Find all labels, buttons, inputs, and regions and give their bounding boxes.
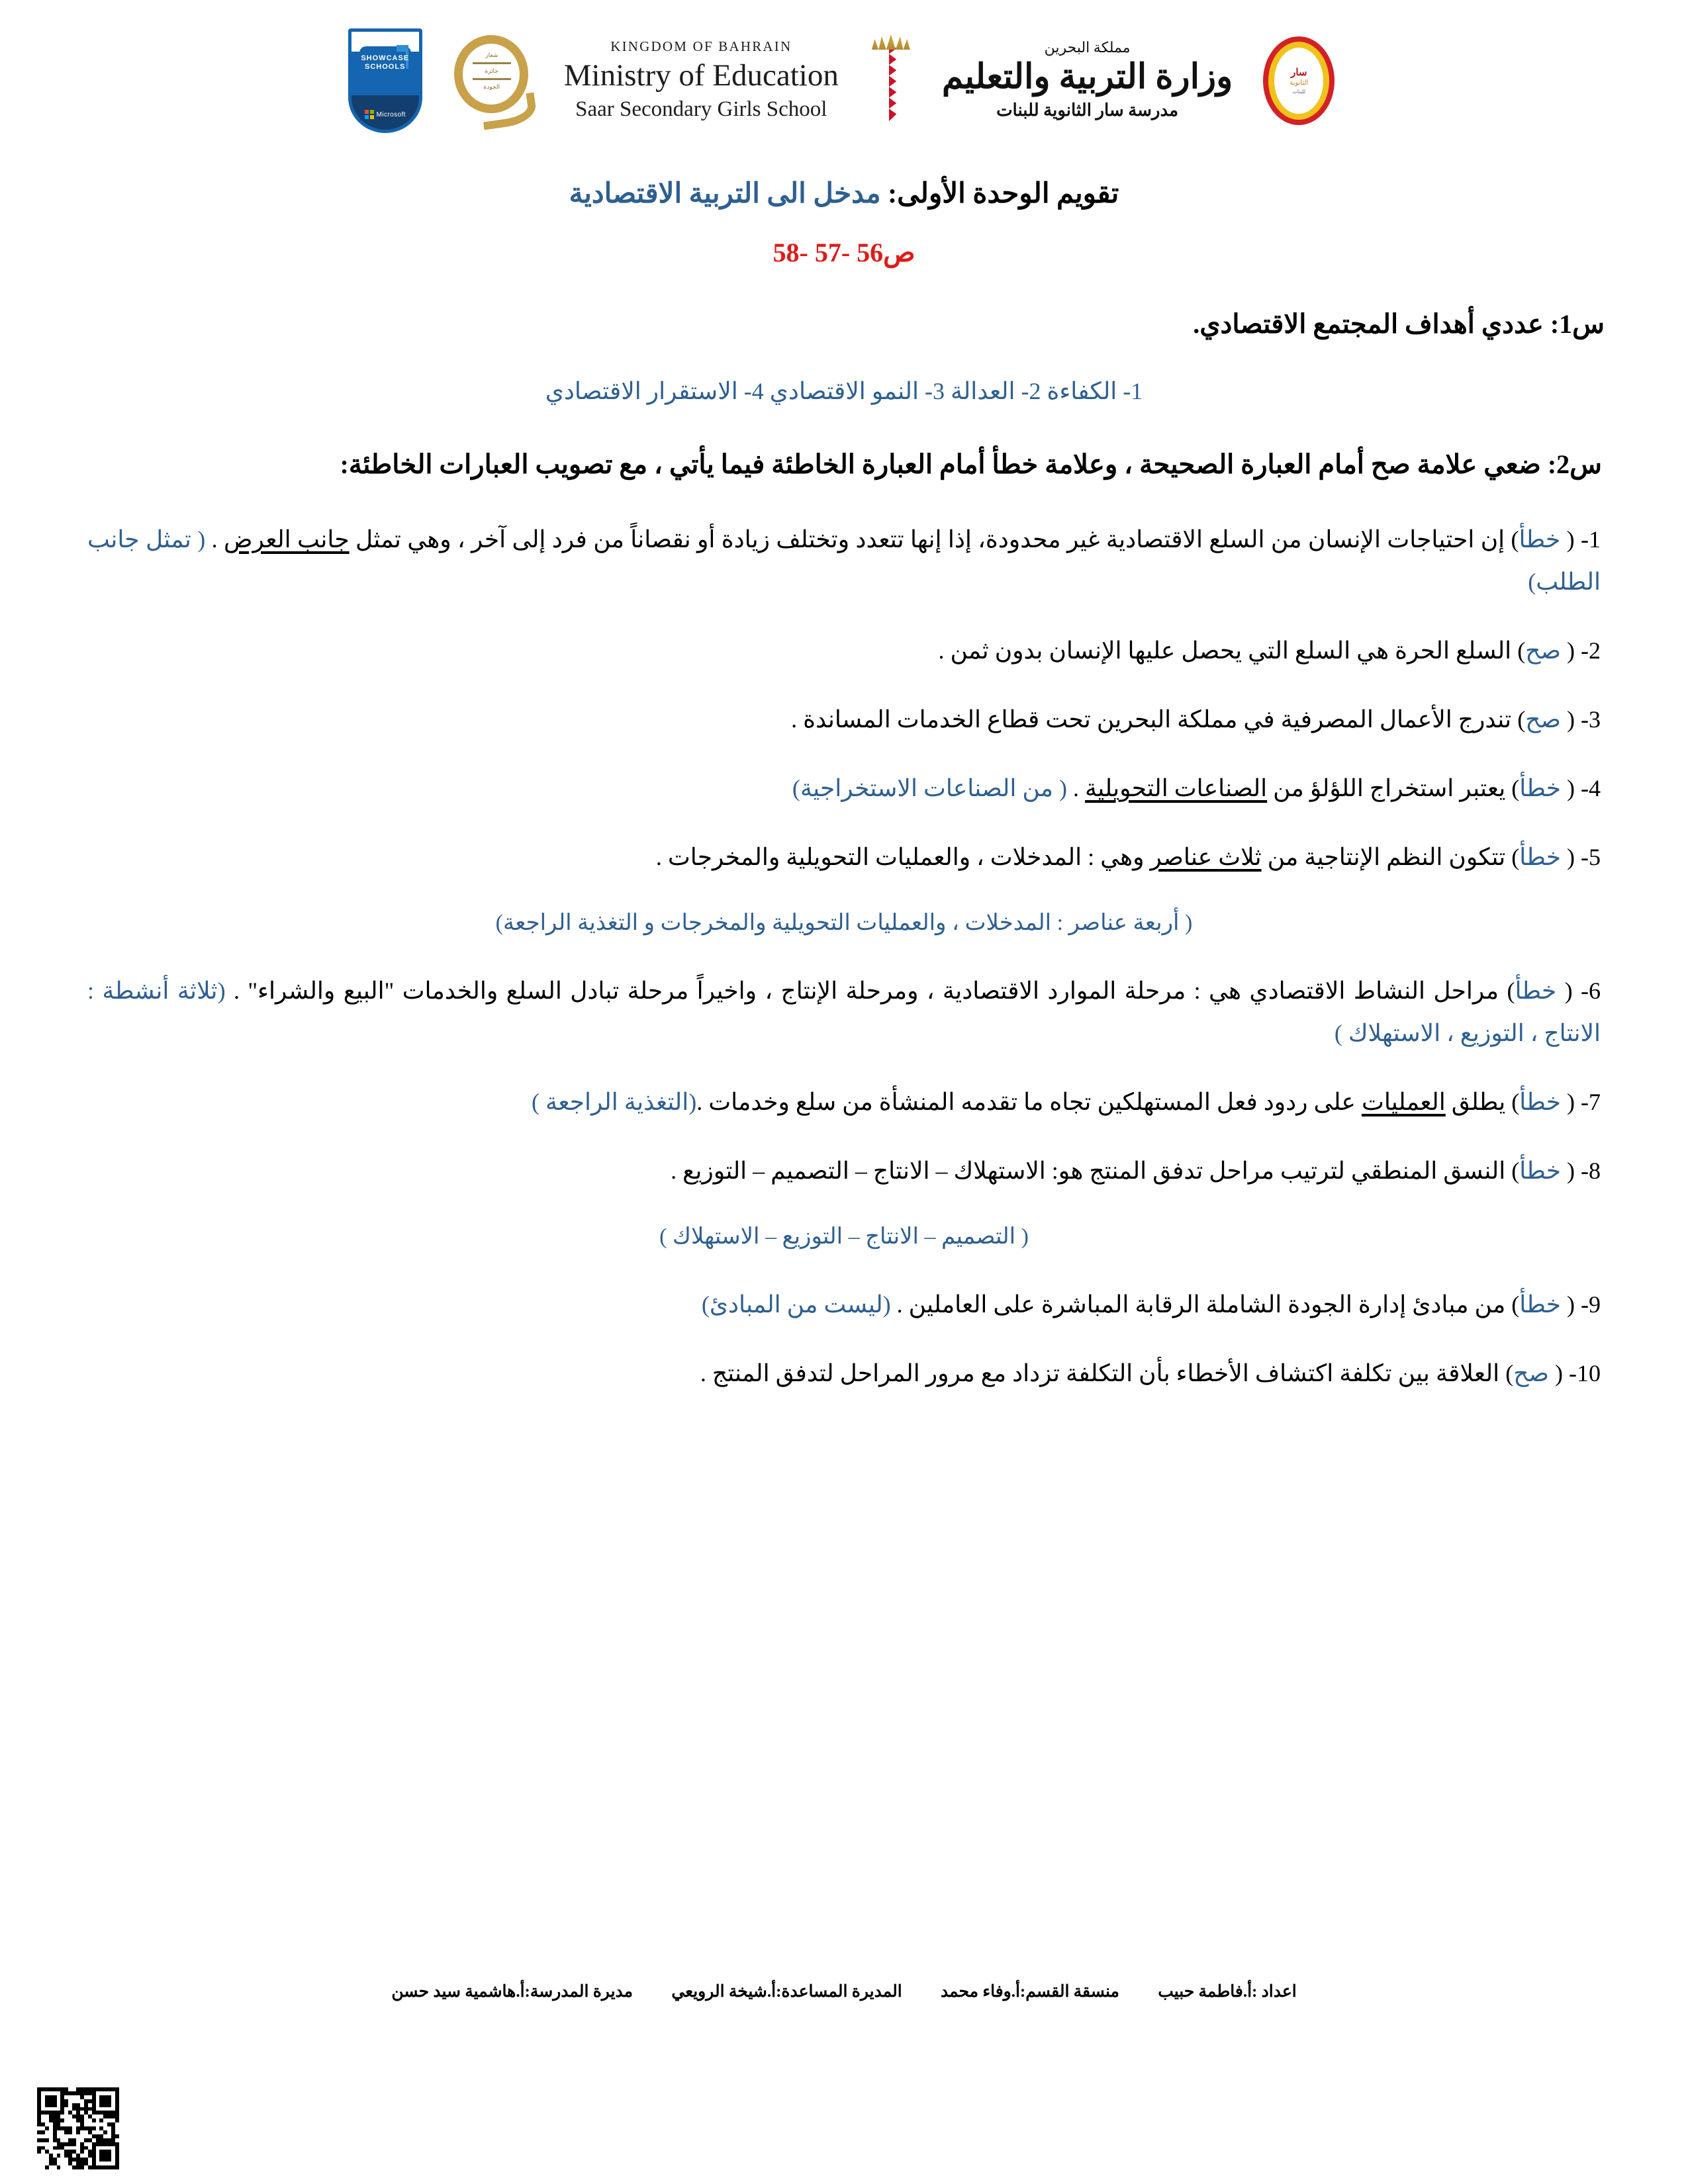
answer-bracket-open: ( <box>1561 1089 1575 1115</box>
ministry-arabic-block <box>939 39 1235 122</box>
item-number: 10- <box>1563 1360 1601 1387</box>
correction-text: ( تمثل جانب الطلب) <box>87 526 1601 595</box>
kingdom-of-bahrain-label: KINGDOM OF BAHRAIN <box>610 38 792 54</box>
statement-item <box>79 1352 1609 1394</box>
statement-text-tail: . <box>1067 775 1085 801</box>
statement-text-tail: . <box>205 526 224 553</box>
kingdom-of-bahrain-ar-label: مملكة البحرين <box>1044 39 1131 56</box>
answer-bracket-open: ( <box>1561 706 1575 733</box>
question-2-items <box>79 518 1609 1394</box>
item-number: 5- <box>1575 844 1601 870</box>
correction-text: (التغذية الراجعة ) <box>532 1089 697 1115</box>
answer-bracket-close: ) <box>1505 1158 1520 1184</box>
prepared-by-label: اعداد :أ.فاطمة حبيب <box>1158 1983 1297 2001</box>
statement-item <box>79 629 1609 672</box>
statement-text: يعتبر استخراج اللؤلؤ من <box>1267 775 1506 801</box>
correction-text: ( من الصناعات الاستخراجية) <box>792 775 1067 801</box>
question-1-answer: 1- الكفاءة 2- العدالة 3- النمو الاقتصادي 4- الاستقرار الاقتصادي <box>545 378 1143 404</box>
statement-text: النسق المنطقي لترتيب مراحل تدفق المنتج هو: الاستهلاك – الانتاج – التصميم – التوزيع . <box>671 1158 1506 1184</box>
correction-note: ( أربعة عناصر : المدخلات ، والعمليات التحويلية والمخرجات و التغذية الراجعة) <box>495 911 1193 935</box>
underlined-error-phrase: العمليات <box>1361 1089 1446 1115</box>
underlined-error-phrase: جانب العرض <box>223 526 350 553</box>
quality-award-mid: جائزة <box>485 68 498 74</box>
qr-code-matrix <box>37 2087 119 2169</box>
answer-bracket-open: ( <box>1561 637 1575 664</box>
underlined-error-phrase: ثلاث عناصر <box>1150 844 1262 870</box>
bahrain-flag-icon <box>865 31 917 130</box>
item-number: 9- <box>1575 1291 1601 1318</box>
crown-icon <box>872 32 910 50</box>
footer-signatures <box>79 1980 1609 2004</box>
question-1-heading: س1: عددي أهداف المجتمع الاقتصادي. <box>1193 309 1605 339</box>
answer-bracket-open: ( <box>1549 1360 1563 1387</box>
statement-item <box>79 1081 1609 1123</box>
coordinator-label: منسقة القسم:أ.وفاء محمد <box>940 1983 1119 2001</box>
answer-bracket-open: ( <box>1561 1158 1575 1184</box>
answer-bracket-close: ) <box>1505 775 1520 801</box>
answer-mark: صح <box>1513 1360 1549 1387</box>
showcase-line2: SCHOOLS <box>365 63 406 71</box>
statement-text: يطلق <box>1445 1089 1506 1115</box>
question-2-heading: س2: ضعي علامة صح أمام العبارة الصحيحة ، وعلامة خطأ أمام العبارة الخاطئة فيما يأتي ، مع تصويب العبارات الخاطئة: <box>340 449 1602 479</box>
answer-mark: خطأ <box>1515 978 1557 1004</box>
answer-bracket-open: ( <box>1556 978 1573 1004</box>
answer-bracket-close: ) <box>1511 637 1526 664</box>
item-number: 6- <box>1572 978 1601 1004</box>
answer-mark: خطأ <box>1519 844 1561 870</box>
answer-mark: خطأ <box>1519 526 1561 553</box>
answer-bracket-close: ) <box>1505 1291 1520 1318</box>
seal-line2: الثانوية <box>1289 79 1309 87</box>
answer-bracket-close: ) <box>1499 1360 1514 1387</box>
school-name-en-label: Saar Secondary Girls School <box>575 97 827 121</box>
ministry-english-block <box>560 38 843 124</box>
quality-award-top: شعار <box>485 52 498 58</box>
seal-inner-text <box>1274 48 1323 114</box>
quality-award-text <box>467 51 516 91</box>
answer-bracket-close: ) <box>1511 706 1526 733</box>
statement-item <box>79 970 1609 1054</box>
q-tail-shape <box>480 93 538 130</box>
answer-bracket-open: ( <box>1561 1291 1575 1318</box>
statement-item <box>79 836 1609 878</box>
statement-text: من مبادئ إدارة الجودة الشاملة الرقابة المباشرة على العاملين . <box>890 1291 1506 1318</box>
flag-white-band <box>868 43 889 121</box>
quality-award-logo <box>445 31 538 130</box>
answer-mark: خطأ <box>1519 1291 1561 1318</box>
answer-bracket-open: ( <box>1561 775 1575 801</box>
statement-item <box>79 1283 1609 1326</box>
statement-item <box>79 1150 1609 1192</box>
divider <box>473 62 511 64</box>
statement-item <box>79 698 1609 741</box>
answer-bracket-close: ) <box>1499 978 1515 1004</box>
answer-bracket-close: ) <box>1505 526 1519 553</box>
answer-bracket-open: ( <box>1561 844 1575 870</box>
answer-mark: صح <box>1525 706 1561 733</box>
answer-bracket-close: ) <box>1505 1089 1520 1115</box>
answer-mark: خطأ <box>1519 1089 1561 1115</box>
statement-text: تندرج الأعمال المصرفية في مملكة البحرين تحت قطاع الخدمات المساندة . <box>791 706 1512 733</box>
statement-item <box>79 518 1609 603</box>
item-number: 1- <box>1574 526 1601 553</box>
answer-bracket-close: ) <box>1505 844 1520 870</box>
seal-line1: سار <box>1291 67 1307 78</box>
saar-school-seal-logo <box>1258 31 1340 130</box>
principal-label: مديرة المدرسة:أ.هاشمية سيد حسن <box>391 1983 633 2001</box>
showcase-schools-text <box>352 54 419 71</box>
item-number: 2- <box>1575 637 1601 664</box>
statement-text: إن احتياجات الإنسان من السلع الاقتصادية غير محدودة، إذا إنها تتعدد وتختلف زيادة أو نقصاناً من فرد إلى آخر ، وهي تمثل <box>349 526 1505 553</box>
microsoft-wordmark: Microsoft <box>376 111 406 118</box>
page-title <box>79 176 1609 212</box>
statement-item <box>79 767 1609 809</box>
shield-icon <box>348 28 422 133</box>
microsoft-logo <box>352 110 419 119</box>
title-prefix: تقويم الوحدة الأولى: <box>888 179 1119 209</box>
statement-text: العلاقة بين تكلفة اكتشاف الأخطاء بأن التكلفة تزداد مع مرور المراحل لتدفق المنتج . <box>700 1360 1500 1387</box>
showcase-schools-logo <box>348 28 422 133</box>
title-subject: مدخل الى التربية الاقتصادية <box>569 179 888 209</box>
statement-text-tail: وهي : المدخلات ، والعمليات التحويلية والمخرجات . <box>655 844 1150 870</box>
statement-text-tail: على ردود فعل المستهلكين تجاه ما تقدمه المنشأة من سلع وخدمات . <box>696 1089 1362 1115</box>
item-number: 3- <box>1575 706 1601 733</box>
item-number: 4- <box>1575 775 1601 801</box>
page-reference: ص56 -57 -58 <box>773 238 915 267</box>
item-number: 8- <box>1575 1158 1601 1184</box>
statement-text: تتكون النظم الإنتاجية من <box>1261 844 1506 870</box>
underlined-error-phrase: الصناعات التحويلية <box>1085 775 1268 801</box>
statement-text: السلع الحرة هي السلع التي يحصل عليها الإنسان بدون ثمن . <box>938 637 1512 664</box>
quality-award-bottom: الجودة <box>483 83 500 90</box>
statement-text: مراحل النشاط الاقتصادي هي : مرحلة الموارد الاقتصادية ، ومرحلة الإنتاج ، واخيراً مرحلة تبادل السلع والخدمات "البيع والشراء" . <box>225 978 1499 1004</box>
answer-mark: خطأ <box>1519 1158 1561 1184</box>
showcase-line1: SHOWCASE <box>361 54 410 62</box>
divider <box>473 78 511 80</box>
item-number: 7- <box>1575 1089 1601 1115</box>
correction-note: ( التصميم – الانتاج – التوزيع – الاستهلاك ) <box>659 1224 1029 1249</box>
ministry-of-education-label: Ministry of Education <box>563 58 839 93</box>
seal-line3: للبنات <box>1292 88 1306 95</box>
school-name-ar-label: مدرسة سار الثانوية للبنات <box>996 101 1179 120</box>
ministry-of-education-ar-label: وزارة التربية والتعليم <box>941 58 1233 96</box>
correction-text: (ثلاثة أنشطة : الانتاج ، التوزيع ، الاستهلاك ) <box>87 978 1601 1046</box>
correction-text: (ليست من المبادئ) <box>701 1291 891 1318</box>
microsoft-squares-icon <box>365 110 374 119</box>
assistant-principal-label: المديرة المساعدة:أ.شيخة الرويعي <box>671 1983 902 2001</box>
answer-mark: صح <box>1525 637 1561 664</box>
answer-bracket-open: ( <box>1560 526 1575 553</box>
qr-code[interactable] <box>37 2087 119 2169</box>
answer-mark: خطأ <box>1519 775 1561 801</box>
document-header <box>79 0 1609 132</box>
